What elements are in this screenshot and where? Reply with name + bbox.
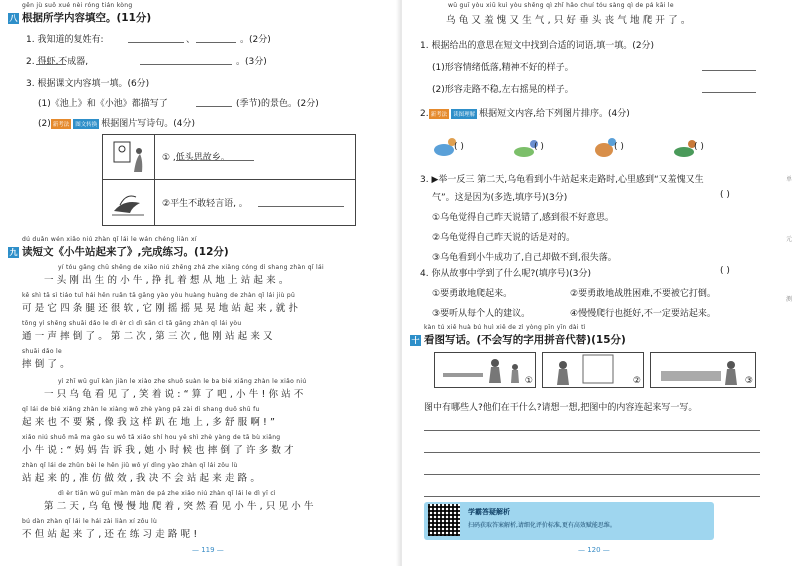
section9-number: 九 — [9, 247, 18, 257]
q3-answer-paren[interactable]: ( ) — [720, 190, 730, 200]
q4-option-3: ③要听从每个人的建议。 — [432, 309, 531, 319]
order-answer-3[interactable]: ( ) — [614, 142, 624, 152]
section10-header — [410, 332, 626, 347]
section8-header — [8, 10, 151, 25]
passage-pinyin-6: qǐ lái de bié xiǎng zhàn le xiàng wǒ zhè yàng pā zài dì shang duō shū fu — [22, 406, 260, 413]
r-q2-line — [420, 106, 630, 119]
top-passage-line: 乌龟又羞愧又生气,只好垂头丧气地爬开了。 — [446, 15, 694, 26]
q4-option-2: ②要勇敢地战胜困难,不要被它打倒。 — [570, 289, 716, 299]
q4-option-4: ④慢慢爬行也挺好,不一定要站起来。 — [570, 309, 716, 319]
q3-option-1: ①乌龟觉得自己昨天说错了,感到很不好意思。 — [432, 213, 614, 223]
calf-picture-3 — [595, 138, 616, 157]
q4-option-1: ①要勇敢地爬起来。 — [432, 289, 513, 299]
q2-blank-2[interactable] — [140, 64, 232, 65]
passage-line-1: 一头刚出生的小牛,挣扎着想从地上站起来。 — [44, 275, 292, 286]
q3-1-blank[interactable] — [196, 106, 232, 107]
poem-table-vdivider — [154, 134, 155, 225]
r-q2-prefix: 2. — [420, 109, 429, 119]
passage-pinyin-5: yì zhī wū guī kàn jiàn le xiào zhe shuō suàn le ba bié xiǎng zhàn le xiǎo niú — [58, 378, 307, 385]
passage-line-4: 摔倒了。 — [22, 359, 73, 370]
side-label-3: 测 — [785, 296, 792, 303]
q1-text — [26, 32, 103, 45]
passage-pinyin-3: tōng yì shēng shuāi dǎo le dì èr cì dì sān cì tā gāng zhàn qǐ lái yòu — [22, 320, 242, 327]
poem-line-2: ②平生不敢轻言语, 。 — [162, 199, 248, 209]
writing-line-4[interactable] — [424, 496, 760, 497]
q3-option-3: ③乌龟看到小牛成功了,自己却做不到,很失落。 — [432, 253, 617, 263]
q1-label: 1. 我知道的复姓有: — [26, 35, 104, 45]
r-q2-text: 根据短文内容,给下列图片排序。(4分) — [479, 109, 630, 119]
passage-line-2: 可是它四条腿还很软,它刚摇摇晃晃地站起来,就扑 — [22, 303, 302, 314]
section8-title: 根据所学内容填空。(11分) — [22, 12, 152, 24]
panel-3-label: ③ — [744, 376, 753, 386]
section10-number: 十 — [411, 335, 420, 345]
moon-window-picture — [110, 140, 146, 174]
order-answer-4[interactable]: ( ) — [694, 142, 704, 152]
q4-answer-paren[interactable]: ( ) — [720, 266, 730, 276]
passage-line-9: 第二天,乌龟慢慢地爬着,突然看见小牛,只见小牛 — [44, 501, 317, 512]
poem-line-2-blank[interactable] — [258, 206, 344, 207]
q2-blank-1[interactable] — [36, 64, 66, 65]
r-q1-text: 1. 根据给出的意思在短文中找到合适的词语,填一填。(2分) — [420, 41, 655, 51]
passage-line-8: 站起来的,准仿做效,我决不会站起来走路。 — [22, 473, 264, 484]
q3-text: 3. 根据课文内容填一填。(6分) — [26, 79, 150, 89]
poem-table-divider — [102, 179, 356, 180]
writing-line-3[interactable] — [424, 474, 760, 475]
qr-title: 学霸答疑解析 — [468, 508, 510, 516]
q3-option-2: ②乌龟觉得自己昨天说的话是对的。 — [432, 233, 576, 243]
passage-pinyin-4: shuāi dǎo le — [22, 348, 63, 355]
order-answer-1[interactable]: ( ) — [454, 142, 464, 152]
section10-title: 看图写话。(不会写的字用拼音代替)(15分) — [424, 334, 626, 346]
bird-picture — [110, 185, 146, 219]
qr-text: 扫码获取答案解析,请细化评价标准,更有高效赋能思维。 — [468, 522, 616, 529]
q3-1-text-a: (1)《池上》和《小池》都描写了 — [38, 99, 168, 109]
panel-1-label: ① — [524, 376, 533, 386]
r-q3-line-a: 3. ▶举一反三 第二天,乌龟看到小牛站起来走路时,心里感到“又羞愧又生 — [420, 175, 704, 185]
picture-panel-2 — [542, 352, 644, 388]
r-q1-1-blank[interactable] — [702, 70, 756, 71]
order-answer-2[interactable]: ( ) — [534, 142, 544, 152]
r-q1-2: (2)形容走路不稳,左右摇晃的样子。 — [432, 85, 574, 95]
r-q1-1: (1)形容情绪低落,精神不好的样子。 — [432, 63, 574, 73]
q1-score: 。(2分) — [240, 35, 271, 45]
tag-read-pic: 读图理解 — [451, 109, 477, 119]
r-q3-line-b: 气”。这是因为(多选,填序号)(3分) — [432, 193, 568, 203]
calf-cow-picture-1 — [434, 138, 456, 156]
section10-pinyin: kàn tú xiě huà bú huì xiě de zì yòng pīn yīn dài tì — [424, 324, 586, 331]
picture-panel-1 — [434, 352, 536, 388]
tag-new-method-2: 新考法 — [429, 109, 450, 119]
passage-line-10: 不但站起来了,还在练习走路呢! — [22, 529, 201, 540]
q3-2-text: 根据图片写诗句。(4分) — [101, 119, 196, 129]
top-pinyin: wū guī yòu xiū kuì yòu shēng qì zhǐ hǎo chuí tóu sàng qì de pá kāi le — [448, 2, 674, 9]
r-q4-text: 4. 你从故事中学到了什么呢?(填序号)(3分) — [420, 269, 591, 279]
passage-pinyin-10: bú dàn zhàn qǐ lái le hái zài liàn xí zǒu lù — [22, 518, 158, 525]
passage-line-3: 通一声摔倒了。第二次,第三次,他刚站起来又 — [22, 331, 276, 342]
section9-title: 读短文《小牛站起来了》,完成练习。(12分) — [22, 246, 229, 258]
passage-line-6: 起来也不要紧,像我这样趴在地上,多舒服啊!” — [22, 417, 279, 428]
side-label-2: 元 — [785, 236, 792, 243]
poem-line-1-blank[interactable] — [176, 160, 254, 161]
q1-separator: 、 — [186, 35, 196, 45]
section9-pinyin: dú duǎn wén xiǎo niú zhàn qǐ lái le wán chéng liàn xí — [22, 236, 197, 243]
passage-pinyin-8: zhàn qǐ lái de zhǔn bèi le hěn jiǔ wǒ yí dìng yào zhàn qǐ lái zǒu lù — [22, 462, 238, 469]
page-number-left: — 119 — — [192, 546, 224, 554]
section8-number: 八 — [9, 13, 18, 23]
passage-line-7: 小牛说:“妈妈告诉我,她小时候也摔倒了许多数才 — [22, 445, 297, 456]
passage-pinyin-2: kě shì tā sì tiáo tuǐ hái hěn ruǎn tā gāng yào yòu huàng huàng de zhàn qǐ lái jiù pū — [22, 292, 296, 299]
passage-line-5: 一只乌龟看见了,笑着说:“算了吧,小牛!你站不 — [44, 389, 307, 400]
passage-pinyin-9: dì èr tiān wū guī màn màn de pá zhe xiǎo niú zhàn qǐ lái le dì yī cì — [58, 490, 276, 497]
q1-blank-2[interactable] — [196, 42, 236, 43]
page-number-right: — 120 — — [578, 546, 610, 554]
r-q1-2-blank[interactable] — [702, 92, 756, 93]
picture-panel-3 — [650, 352, 756, 388]
side-label-1: 单 — [785, 176, 792, 183]
panel-2-label: ② — [632, 376, 641, 386]
right-page — [402, 0, 800, 566]
passage-pinyin-7: xiǎo niú shuō mā ma gào su wǒ tā xiǎo shí hou yě shì zhè yàng de tā bù xiǎng — [22, 434, 281, 441]
section9-header — [8, 244, 229, 259]
turtle-picture-4 — [674, 140, 696, 157]
passage-pinyin-1: yí tóu gāng chū shēng de xiǎo niú zhēng zhá zhe xiǎng cóng dì shang zhàn qǐ lái — [58, 264, 324, 271]
writing-line-2[interactable] — [424, 452, 760, 453]
q3-2-prefix: (2) — [38, 119, 51, 129]
left-page — [0, 0, 398, 566]
q1-blank-1[interactable] — [128, 42, 184, 43]
side-unit-label — [784, 150, 794, 330]
qr-code[interactable] — [428, 504, 460, 536]
tag-new-method: 新考法 — [51, 119, 72, 129]
tag-image-text: 图文转换 — [73, 119, 99, 129]
writing-line-1[interactable] — [424, 430, 760, 431]
q2-score: 。(3分) — [236, 57, 267, 67]
poem-line-1: ① ,低头思故乡。 — [162, 153, 230, 163]
q3-2-line — [38, 116, 195, 129]
q3-1-text-b: (季节)的景色。(2分) — [236, 99, 319, 109]
section8-pinyin: gēn jù suǒ xué nèi róng tián kòng — [22, 2, 133, 9]
writing-prompt: 图中有哪些人?他们在干什么?请想一想,把图中的内容连起来写一写。 — [424, 403, 698, 413]
q2-text: 2. 得虾,不成器, — [26, 57, 89, 67]
